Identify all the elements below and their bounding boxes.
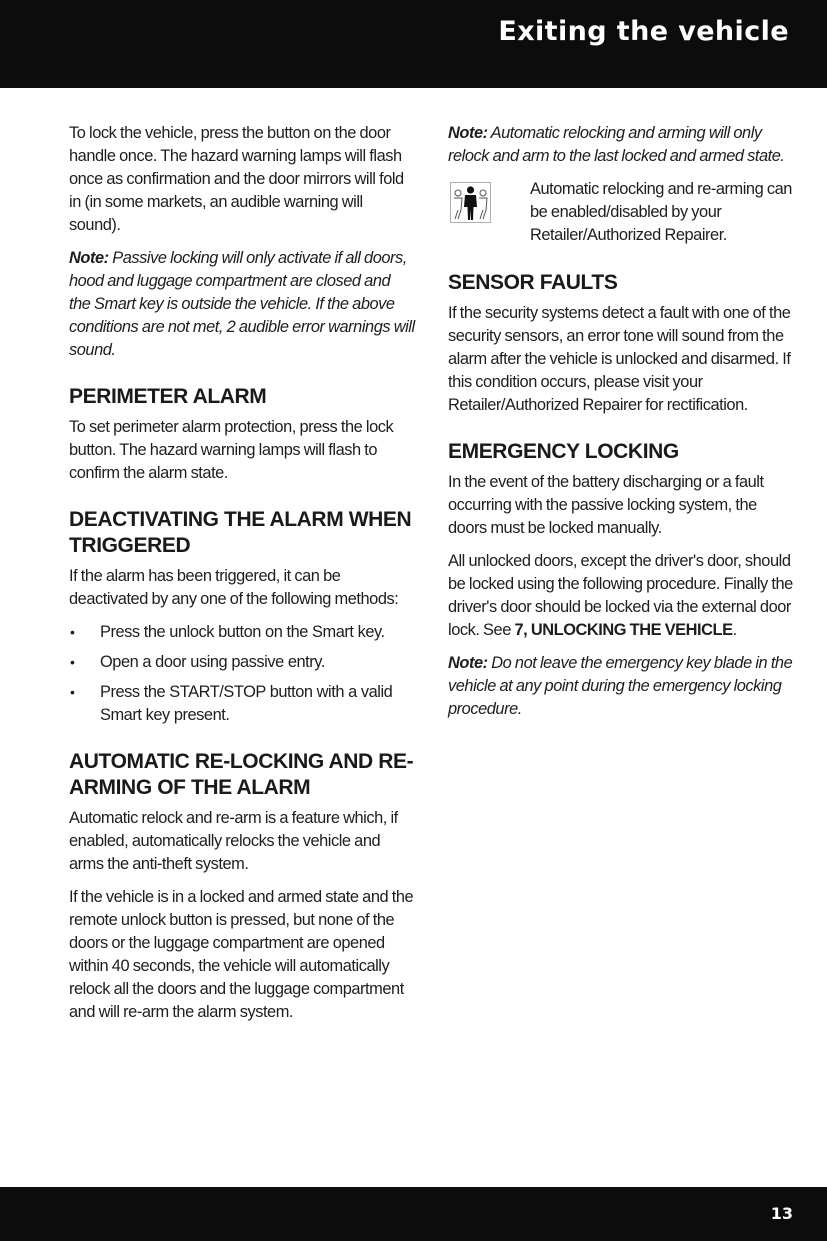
page-footer bbox=[0, 1187, 827, 1241]
note-text: Passive locking will only activate if all doors, hood and luggage compartment are closed and the Smart key is outside the vehicle. If the above conditions are not met, 2 audible error warnings will sound. bbox=[69, 249, 415, 359]
automatic-relocking-heading: AUTOMATIC RE-LOCKING AND RE-ARMING OF THE ALARM bbox=[69, 750, 414, 799]
emergency-locking-heading: EMERGENCY LOCKING bbox=[448, 440, 679, 463]
note-label: Note: bbox=[69, 249, 109, 267]
locking-paragraph: To lock the vehicle, press the button on the door handle once. The hazard warning lamps will flash once as confirmation and the door mirrors will fold in (in some markets, an audible warning will sound). bbox=[69, 124, 404, 234]
retailer-notice bbox=[448, 178, 794, 248]
emergency-procedure-paragraph bbox=[448, 550, 794, 642]
sensor-faults-heading: SENSOR FAULTS bbox=[448, 271, 618, 294]
page-header bbox=[0, 0, 827, 88]
right-column bbox=[448, 122, 794, 731]
emergency-locking-paragraph: In the event of the battery discharging or a fault occurring with the passive locking system, the doors must be locked manually. bbox=[448, 473, 764, 537]
emergency-key-note bbox=[448, 652, 794, 721]
procedure-end: . bbox=[732, 621, 737, 639]
sensor-faults-paragraph: If the security systems detect a fault with one of the security sensors, an error tone will sound from the alarm after the vehicle is unlocked and disarmed. If this condition occurs, please visit your Retailer/Authorized Repairer for rectification. bbox=[448, 304, 791, 414]
relocking-note bbox=[448, 122, 794, 168]
page-title: Exiting the vehicle bbox=[498, 16, 789, 47]
perimeter-alarm-heading: PERIMETER ALARM bbox=[69, 385, 267, 408]
deactivating-alarm-paragraph: If the alarm has been triggered, it can be deactivated by any one of the following methods: bbox=[69, 567, 399, 608]
deactivating-alarm-heading: DEACTIVATING THE ALARM WHEN TRIGGERED bbox=[69, 508, 412, 557]
automatic-relocking-detail-paragraph: If the vehicle is in a locked and armed state and the remote unlock button is pressed, but none of the doors or the luggage compartment are opened within 40 seconds, the vehicle will automatically relock all the doors and the luggage compartment and will re-arm the alarm system. bbox=[69, 888, 414, 1021]
passive-locking-note bbox=[69, 247, 415, 362]
page-number: 13 bbox=[770, 1204, 793, 1223]
procedure-text: All unlocked doors, except the driver's door, should be locked using the following procedure. Finally the driver's door should be locked via the external door lock. See bbox=[448, 552, 793, 639]
list-item: • Press the unlock button on the Smart key. bbox=[69, 621, 415, 644]
left-column bbox=[69, 122, 415, 1034]
retailer-people-icon bbox=[450, 182, 491, 223]
retailer-notice-text: Automatic relocking and re-arming can be enabled/disabled by your Retailer/Authorized Repairer. bbox=[530, 180, 792, 244]
note-label: Note: bbox=[448, 654, 488, 672]
note-text: Automatic relocking and arming will only relock and arm to the last locked and armed state. bbox=[448, 124, 785, 165]
note-label: Note: bbox=[448, 124, 488, 142]
automatic-relocking-paragraph: Automatic relock and re-arm is a feature which, if enabled, automatically relocks the vehicle and arms the anti-theft system. bbox=[69, 809, 398, 873]
deactivation-methods-list bbox=[69, 621, 415, 727]
perimeter-alarm-paragraph: To set perimeter alarm protection, press the lock button. The hazard warning lamps will flash to confirm the alarm state. bbox=[69, 418, 394, 482]
list-item: • Open a door using passive entry. bbox=[69, 651, 415, 674]
unlocking-vehicle-reference: 7, UNLOCKING THE VEHICLE bbox=[514, 621, 733, 639]
list-item: • Press the START/STOP button with a valid Smart key present. bbox=[69, 681, 415, 727]
note-text: Do not leave the emergency key blade in the vehicle at any point during the emergency locking procedure. bbox=[448, 654, 793, 718]
